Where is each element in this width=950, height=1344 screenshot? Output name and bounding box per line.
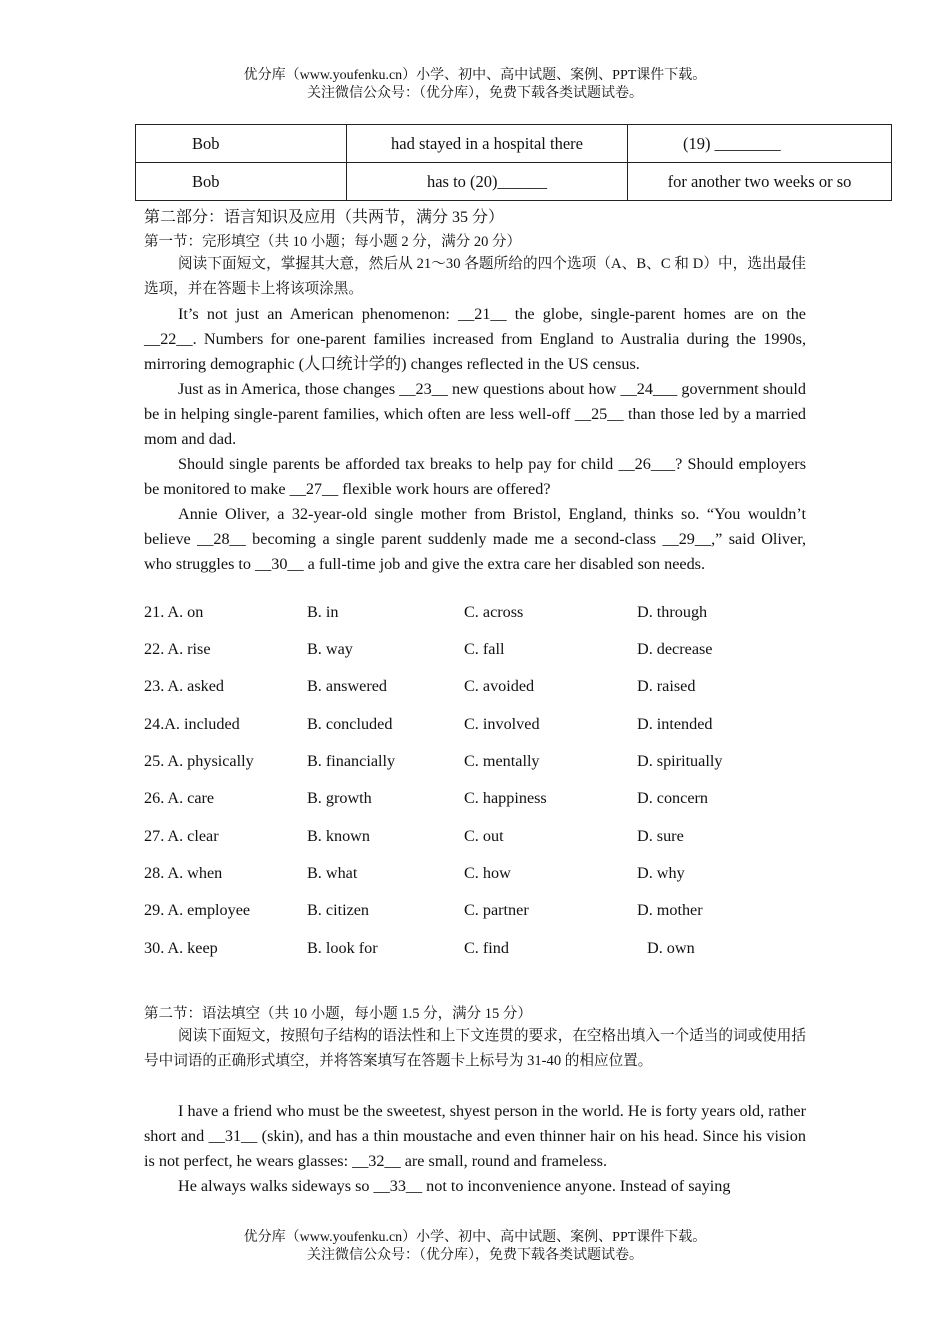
cloze-passage xyxy=(144,302,806,577)
option-d: D. mother xyxy=(637,901,703,919)
passage-paragraph: It’s not just an American phenomenon: __21__ the globe, single-parent homes are on the __22__. Numbers for one-parent families increased from England to Australia during the 1990s, mirroring demographic (人口统计学的) changes reflected in the US census. xyxy=(144,305,806,373)
option-c: C. avoided xyxy=(464,677,535,695)
option-b: B. concluded xyxy=(307,715,393,733)
passage-paragraph: Should single parents be afforded tax breaks to help pay for child __26___? Should employers be monitored to make __27__ flexible work hours are offered? xyxy=(144,455,806,498)
option-d: D. concern xyxy=(637,789,709,807)
option-a: 26. A. care xyxy=(144,789,215,807)
section2-title: 第二节：语法填空（共 10 小题，每小题 1.5 分，满分 15 分） xyxy=(144,1006,532,1022)
option-d: D. decrease xyxy=(637,640,713,658)
option-c: C. how xyxy=(464,864,511,882)
table-cell: Bob xyxy=(136,163,347,201)
option-c: C. involved xyxy=(464,715,540,733)
page-footer xyxy=(0,1229,950,1265)
option-b: B. citizen xyxy=(307,901,370,919)
header-line-1: 优分库（www.youfenku.cn）小学、初中、高中试题、案例、PPT课件下载。 xyxy=(243,68,707,83)
table-cell: had stayed in a hospital there xyxy=(347,125,628,163)
option-b: B. way xyxy=(307,640,353,658)
section1-title: 第一节：完形填空（共 10 小题；每小题 2 分，满分 20 分） xyxy=(144,234,521,250)
option-d: D. raised xyxy=(637,677,696,695)
footer-line-1: 优分库（www.youfenku.cn）小学、初中、高中试题、案例、PPT课件下载。 xyxy=(243,1230,707,1245)
option-b: B. financially xyxy=(307,752,396,770)
option-a: 29. A. employee xyxy=(144,901,251,919)
passage-paragraph: Just as in America, those changes __23__ new questions about how __24___ government should be in helping single-parent families, which often are less well-off __25__ than those led by a married mom and dad. xyxy=(144,380,806,448)
option-d: D. own xyxy=(647,939,695,957)
option-c: C. fall xyxy=(464,640,505,658)
option-a: 25. A. physically xyxy=(144,752,254,770)
option-d: D. sure xyxy=(637,827,684,845)
passage-paragraph: I have a friend who must be the sweetest, shyest person in the world. He is forty years old, rather short and __31__ (skin), and has a thin moustache and even thinner hair on his head. Since his vision is not perfect, he wears glasses: __32__ are small, round and frameless. xyxy=(144,1102,806,1170)
table-cell: (19) ________ xyxy=(628,125,892,163)
option-c: C. happiness xyxy=(464,789,547,807)
option-b: B. answered xyxy=(307,677,388,695)
option-b: B. look for xyxy=(307,939,378,957)
option-a: 27. A. clear xyxy=(144,827,219,845)
option-a: 21. A. on xyxy=(144,603,204,621)
header-line-2: 关注微信公众号：（优分库），免费下载各类试题试卷。 xyxy=(307,86,643,101)
table-cell: has to (20)______ xyxy=(347,163,628,201)
section1-instruction: 阅读下面短文，掌握其大意，然后从 21～30 各题所给的四个选项（A、B、C 和 D）中，选出最佳选项，并在答题卡上将该项涂黑。 xyxy=(144,256,806,297)
option-b: B. in xyxy=(307,603,339,621)
option-b: B. growth xyxy=(307,789,372,807)
table-row xyxy=(136,163,892,201)
option-b: B. what xyxy=(307,864,358,882)
table-cell: Bob xyxy=(136,125,347,163)
passage-paragraph: Annie Oliver, a 32-year-old single mother from Bristol, England, thinks so. “You wouldn’t believe __28__ becoming a single parent suddenly made me a second-class __29__,” said Oliver, who struggles to __30__ a full-time job and give the extra care her disabled son needs. xyxy=(144,505,806,573)
section2-instruction: 阅读下面短文，按照句子结构的语法性和上下文连贯的要求，在空格出填入一个适当的词或使用括号中词语的正确形式填空，并将答案填写在答题卡上标号为 31-40 的相应位置。 xyxy=(144,1028,806,1069)
info-table xyxy=(135,124,892,201)
passage-paragraph: He always walks sideways so __33__ not to inconvenience anyone. Instead of saying xyxy=(178,1177,731,1195)
option-c: C. find xyxy=(464,939,509,957)
option-a: 30. A. keep xyxy=(144,939,218,957)
option-c: C. partner xyxy=(464,901,529,919)
option-d: D. through xyxy=(637,603,708,621)
option-d: D. why xyxy=(637,864,685,882)
option-c: C. out xyxy=(464,827,504,845)
footer-line-2: 关注微信公众号：（优分库），免费下载各类试题试卷。 xyxy=(307,1248,643,1263)
part2-title: 第二部分：语言知识及应用（共两节，满分 35 分） xyxy=(144,209,505,226)
option-a: 28. A. when xyxy=(144,864,223,882)
option-c: C. mentally xyxy=(464,752,540,770)
option-d: D. intended xyxy=(637,715,713,733)
option-c: C. across xyxy=(464,603,524,621)
table-cell: for another two weeks or so xyxy=(628,163,892,201)
option-a: 22. A. rise xyxy=(144,640,211,658)
table-row xyxy=(136,125,892,163)
option-d: D. spiritually xyxy=(637,752,723,770)
option-a: 24.A. included xyxy=(144,715,240,733)
page-header xyxy=(0,67,950,103)
option-a: 23. A. asked xyxy=(144,677,225,695)
grammar-passage xyxy=(144,1099,806,1199)
option-b: B. known xyxy=(307,827,370,845)
